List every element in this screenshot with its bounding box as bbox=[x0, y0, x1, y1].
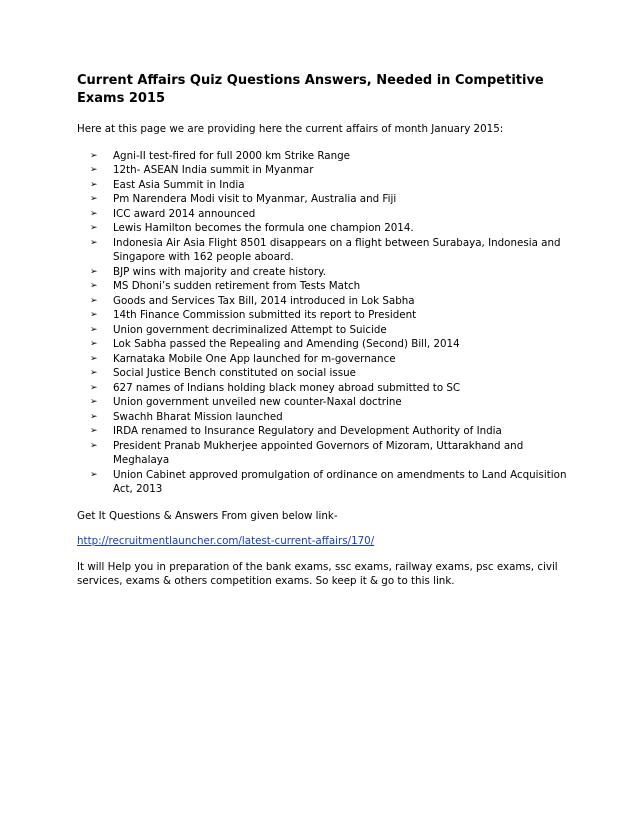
list-item-text: Lewis Hamilton becomes the formula one champion 2014. bbox=[113, 222, 414, 234]
list-item-text: 12th- ASEAN India summit in Myanmar bbox=[113, 164, 314, 176]
list-item bbox=[77, 424, 567, 439]
current-affairs-list bbox=[77, 149, 567, 497]
arrow-bullet-icon: ➢ bbox=[90, 150, 98, 161]
list-item bbox=[77, 410, 567, 425]
document-page bbox=[77, 72, 567, 589]
arrow-bullet-icon: ➢ bbox=[90, 295, 98, 306]
arrow-bullet-icon: ➢ bbox=[90, 237, 98, 248]
arrow-bullet-icon: ➢ bbox=[90, 469, 98, 480]
list-item-text: Social Justice Bench constituted on social issue bbox=[113, 367, 356, 379]
list-item bbox=[77, 149, 567, 164]
list-item-text: Lok Sabha passed the Repealing and Amending (Second) Bill, 2014 bbox=[113, 338, 460, 350]
list-item-text: BJP wins with majority and create history. bbox=[113, 265, 326, 278]
link-paragraph bbox=[77, 534, 567, 549]
list-item bbox=[77, 395, 567, 410]
list-item-text: Union Cabinet approved promulgation of ordinance on amendments to Land Acquisition Act, 2013 bbox=[113, 468, 567, 495]
list-item-text: 627 names of Indians holding black money abroad submitted to SC bbox=[113, 381, 461, 394]
list-item-text: President Pranab Mukherjee appointed Governors of Mizoram, Uttarakhand and Meghalaya bbox=[113, 439, 524, 466]
list-item-text: MS Dhoni’s sudden retirement from Tests Match bbox=[113, 280, 361, 292]
closing-paragraph: It will Help you in preparation of the bank exams, ssc exams, railway exams, psc exams, civil services, exams & others competition exams. So keep it & go to this link. bbox=[77, 560, 558, 587]
arrow-bullet-icon: ➢ bbox=[90, 266, 98, 277]
list-item bbox=[77, 366, 567, 381]
list-item-text: Agni-II test-fired for full 2000 km Strike Range bbox=[113, 149, 350, 162]
list-item-text: Karnataka Mobile One App launched for m-governance bbox=[113, 352, 396, 365]
arrow-bullet-icon: ➢ bbox=[90, 382, 98, 393]
list-item-text: Swachh Bharat Mission launched bbox=[113, 410, 283, 423]
list-item bbox=[77, 308, 567, 323]
arrow-bullet-icon: ➢ bbox=[90, 208, 98, 219]
arrow-bullet-icon: ➢ bbox=[90, 397, 98, 407]
arrow-bullet-icon: ➢ bbox=[90, 368, 98, 378]
arrow-bullet-icon: ➢ bbox=[90, 179, 98, 190]
list-item-text: Pm Narendera Modi visit to Myanmar, Australia and Fiji bbox=[113, 193, 397, 205]
arrow-bullet-icon: ➢ bbox=[90, 310, 98, 320]
list-item bbox=[77, 192, 567, 207]
list-item bbox=[77, 439, 567, 468]
arrow-bullet-icon: ➢ bbox=[90, 440, 98, 451]
list-item bbox=[77, 323, 567, 338]
list-item bbox=[77, 352, 567, 367]
list-item bbox=[77, 279, 567, 294]
list-item bbox=[77, 207, 567, 222]
arrow-bullet-icon: ➢ bbox=[90, 281, 98, 291]
arrow-bullet-icon: ➢ bbox=[90, 165, 98, 175]
list-item bbox=[77, 468, 567, 497]
arrow-bullet-icon: ➢ bbox=[90, 324, 98, 335]
arrow-bullet-icon: ➢ bbox=[90, 339, 98, 349]
arrow-bullet-icon: ➢ bbox=[90, 411, 98, 422]
list-item bbox=[77, 221, 567, 236]
list-item bbox=[77, 178, 567, 193]
list-item-text: East Asia Summit in India bbox=[113, 178, 245, 191]
list-item bbox=[77, 337, 567, 352]
arrow-bullet-icon: ➢ bbox=[90, 194, 98, 204]
arrow-bullet-icon: ➢ bbox=[90, 426, 98, 436]
list-item bbox=[77, 163, 567, 178]
list-item bbox=[77, 294, 567, 309]
list-item-text: IRDA renamed to Insurance Regulatory and Development Authority of India bbox=[113, 425, 502, 437]
list-item bbox=[77, 236, 567, 265]
recruitment-launcher-link[interactable]: http://recruitmentlauncher.com/latest-current-affairs/170/ bbox=[77, 535, 375, 547]
link-intro-paragraph: Get It Questions & Answers From given below link- bbox=[77, 509, 338, 522]
list-item-text: Goods and Services Tax Bill, 2014 introduced in Lok Sabha bbox=[113, 294, 415, 307]
list-item-text: Indonesia Air Asia Flight 8501 disappears on a flight between Surabaya, Indonesia and Singapore with 162 people aboard. bbox=[113, 236, 561, 263]
list-item-text: 14th Finance Commission submitted its report to President bbox=[113, 309, 417, 321]
list-item bbox=[77, 265, 567, 280]
intro-paragraph: Here at this page we are providing here the current affairs of month January 2015: bbox=[77, 123, 504, 135]
arrow-bullet-icon: ➢ bbox=[90, 223, 98, 233]
arrow-bullet-icon: ➢ bbox=[90, 353, 98, 364]
list-item-text: Union government decriminalized Attempt to Suicide bbox=[113, 323, 387, 336]
list-item-text: ICC award 2014 announced bbox=[113, 207, 256, 220]
list-item bbox=[77, 381, 567, 396]
list-item-text: Union government unveiled new counter-Naxal doctrine bbox=[113, 396, 402, 408]
document-title: Current Affairs Quiz Questions Answers, Needed in Competitive Exams 2015 bbox=[77, 73, 544, 106]
